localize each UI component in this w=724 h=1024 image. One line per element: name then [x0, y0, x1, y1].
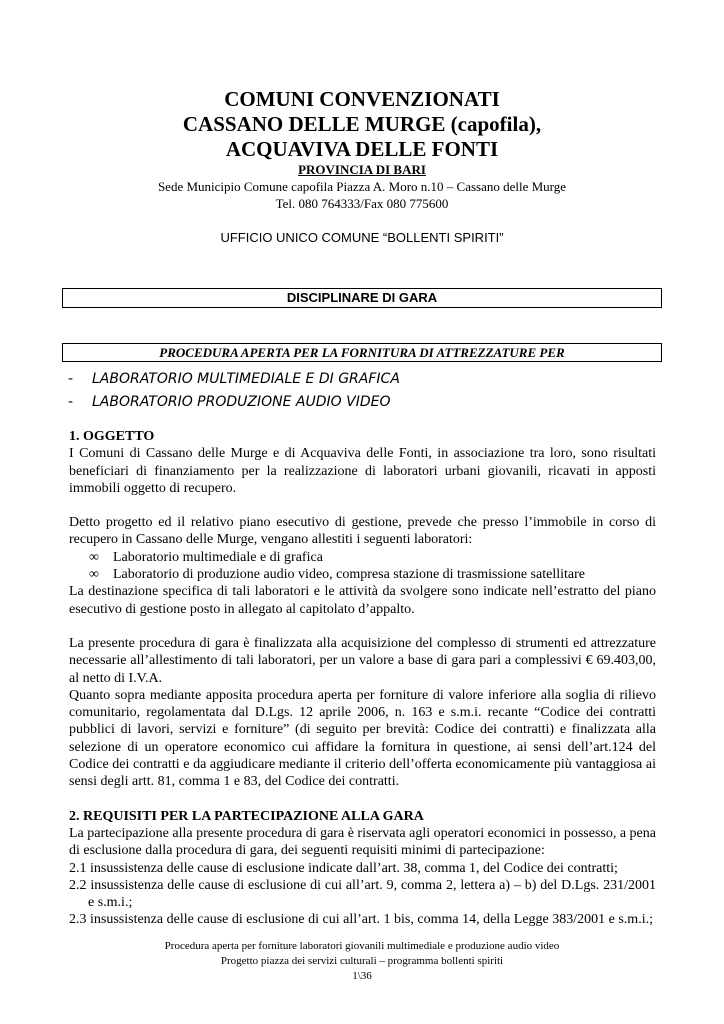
section-1-paragraph: La destinazione specifica di tali laboratori e le attività da svolgere sono indicate nell’estratto del piano esecutivo di gestione posto in allegato al capitolato d’appalto. [69, 584, 656, 617]
procedura-box: PROCEDURA APERTA PER LA FORNITURA DI ATTREZZATURE PER [62, 343, 662, 362]
phone-fax: Tel. 080 764333/Fax 080 775600 [275, 196, 449, 211]
section-1-paragraph: Detto progetto ed il relativo piano esecutivo di gestione, prevede che presso l’immobile in corso di recupero in Cassano delle Murge, vengano allestiti i seguenti laboratori: [69, 515, 656, 548]
infinity-bullet-icon: ∞ [89, 549, 99, 565]
dash-item [68, 368, 400, 391]
footer-line-1: Procedura aperta per forniture laboratori giovanili multimediale e produzione audio video [164, 940, 560, 952]
dash-item-text: LABORATORIO PRODUZIONE AUDIO VIDEO [92, 394, 391, 410]
sede-address: Sede Municipio Comune capofila Piazza A. Moro n.10 – Cassano delle Murge [157, 179, 567, 194]
section-1-paragraph: Quanto sopra mediante apposita procedura aperta per forniture di valore inferiore alla soglia di rilievo comunitario, regolamentata dal D.Lgs. 12 aprile 2006, n. 163 e s.m.i. recante “Codice dei contratti pubblici di lavori, servizi e forniture” (di seguito per brevità: Codice dei contratti) e finalizzata alla selezione di un operatore economico cui affidare la fornitura in questione, ai sensi dell’art.124 del Codice dei contratti e da aggiudicare mediante il criterio dell’offerta economicamente più vantaggiosa ai sensi degli artt. 81, comma 1 e 83, del Codice dei contratti. [69, 687, 656, 790]
dash-marker: - [68, 394, 74, 410]
section-1-paragraph: I Comuni di Cassano delle Murge e di Acquaviva delle Fonti, in associazione tra loro, sono risultati beneficiari di finanziamento per la realizzazione di laboratori urbani giovanili, ricavati in apposti immobili oggetto di recupero. [69, 446, 656, 496]
document-body [69, 428, 656, 929]
title-line-3: ACQUAVIVA DELLE FONTI [225, 137, 499, 161]
section-2-paragraph: La partecipazione alla presente procedura di gara è riservata agli operatori economici in possesso, a pena di esclusione dalla procedura di gara, dei seguenti requisiti minimi di partecipazione: [69, 825, 656, 859]
bullet-text: Laboratorio di produzione audio video, compresa stazione di trasmissione satellitare [113, 567, 585, 583]
section-2-heading: 2. REQUISITI PER LA PARTECIPAZIONE ALLA GARA [69, 808, 424, 824]
page-footer [0, 939, 724, 984]
bullet-item [69, 566, 656, 583]
page-number: 1\36 [352, 970, 372, 982]
requirement-item: 2.1 insussistenza delle cause di esclusione indicate dall’art. 38, comma 1, del Codice dei contratti; [69, 860, 618, 876]
title-line-1: COMUNI CONVENZIONATI [224, 87, 500, 111]
dash-marker: - [68, 371, 74, 387]
disciplinare-box: DISCIPLINARE DI GARA [62, 288, 662, 308]
letterhead [0, 87, 724, 245]
footer-line-2: Progetto piazza dei servizi culturali – programma bollenti spiriti [220, 955, 504, 967]
lab-dash-list [68, 368, 400, 414]
title-line-2: CASSANO DELLE MURGE (capofila), [182, 112, 542, 136]
bullet-text: Laboratorio multimediale e di grafica [113, 549, 323, 565]
bullet-item [69, 549, 656, 566]
requirement-item: 2.3 insussistenza delle cause di esclusione di cui all’art. 1 bis, comma 14, della Legge 383/2001 e s.m.i.; [69, 912, 653, 928]
dash-item [68, 391, 400, 414]
ufficio-title: UFFICIO UNICO COMUNE “BOLLENTI SPIRITI” [220, 230, 504, 245]
requirement-item: 2.2 insussistenza delle cause di esclusione di cui all’art. 9, comma 2, lettera a) – b) del D.Lgs. 231/2001 e s.m.i.; [69, 877, 656, 911]
dash-item-text: LABORATORIO MULTIMEDIALE E DI GRAFICA [92, 371, 400, 387]
section-1-heading: 1. OGGETTO [69, 429, 155, 444]
infinity-bullet-icon: ∞ [89, 567, 99, 583]
provincia: PROVINCIA DI BARI [298, 162, 426, 177]
section-1-paragraph: La presente procedura di gara è finalizzata alla acquisizione del complesso di strumenti ed attrezzature necessarie all’allestimento di tali laboratori, per un valore a base di gara pari a complessivi € 69.403,00, al netto di I.V.A. [69, 635, 656, 686]
